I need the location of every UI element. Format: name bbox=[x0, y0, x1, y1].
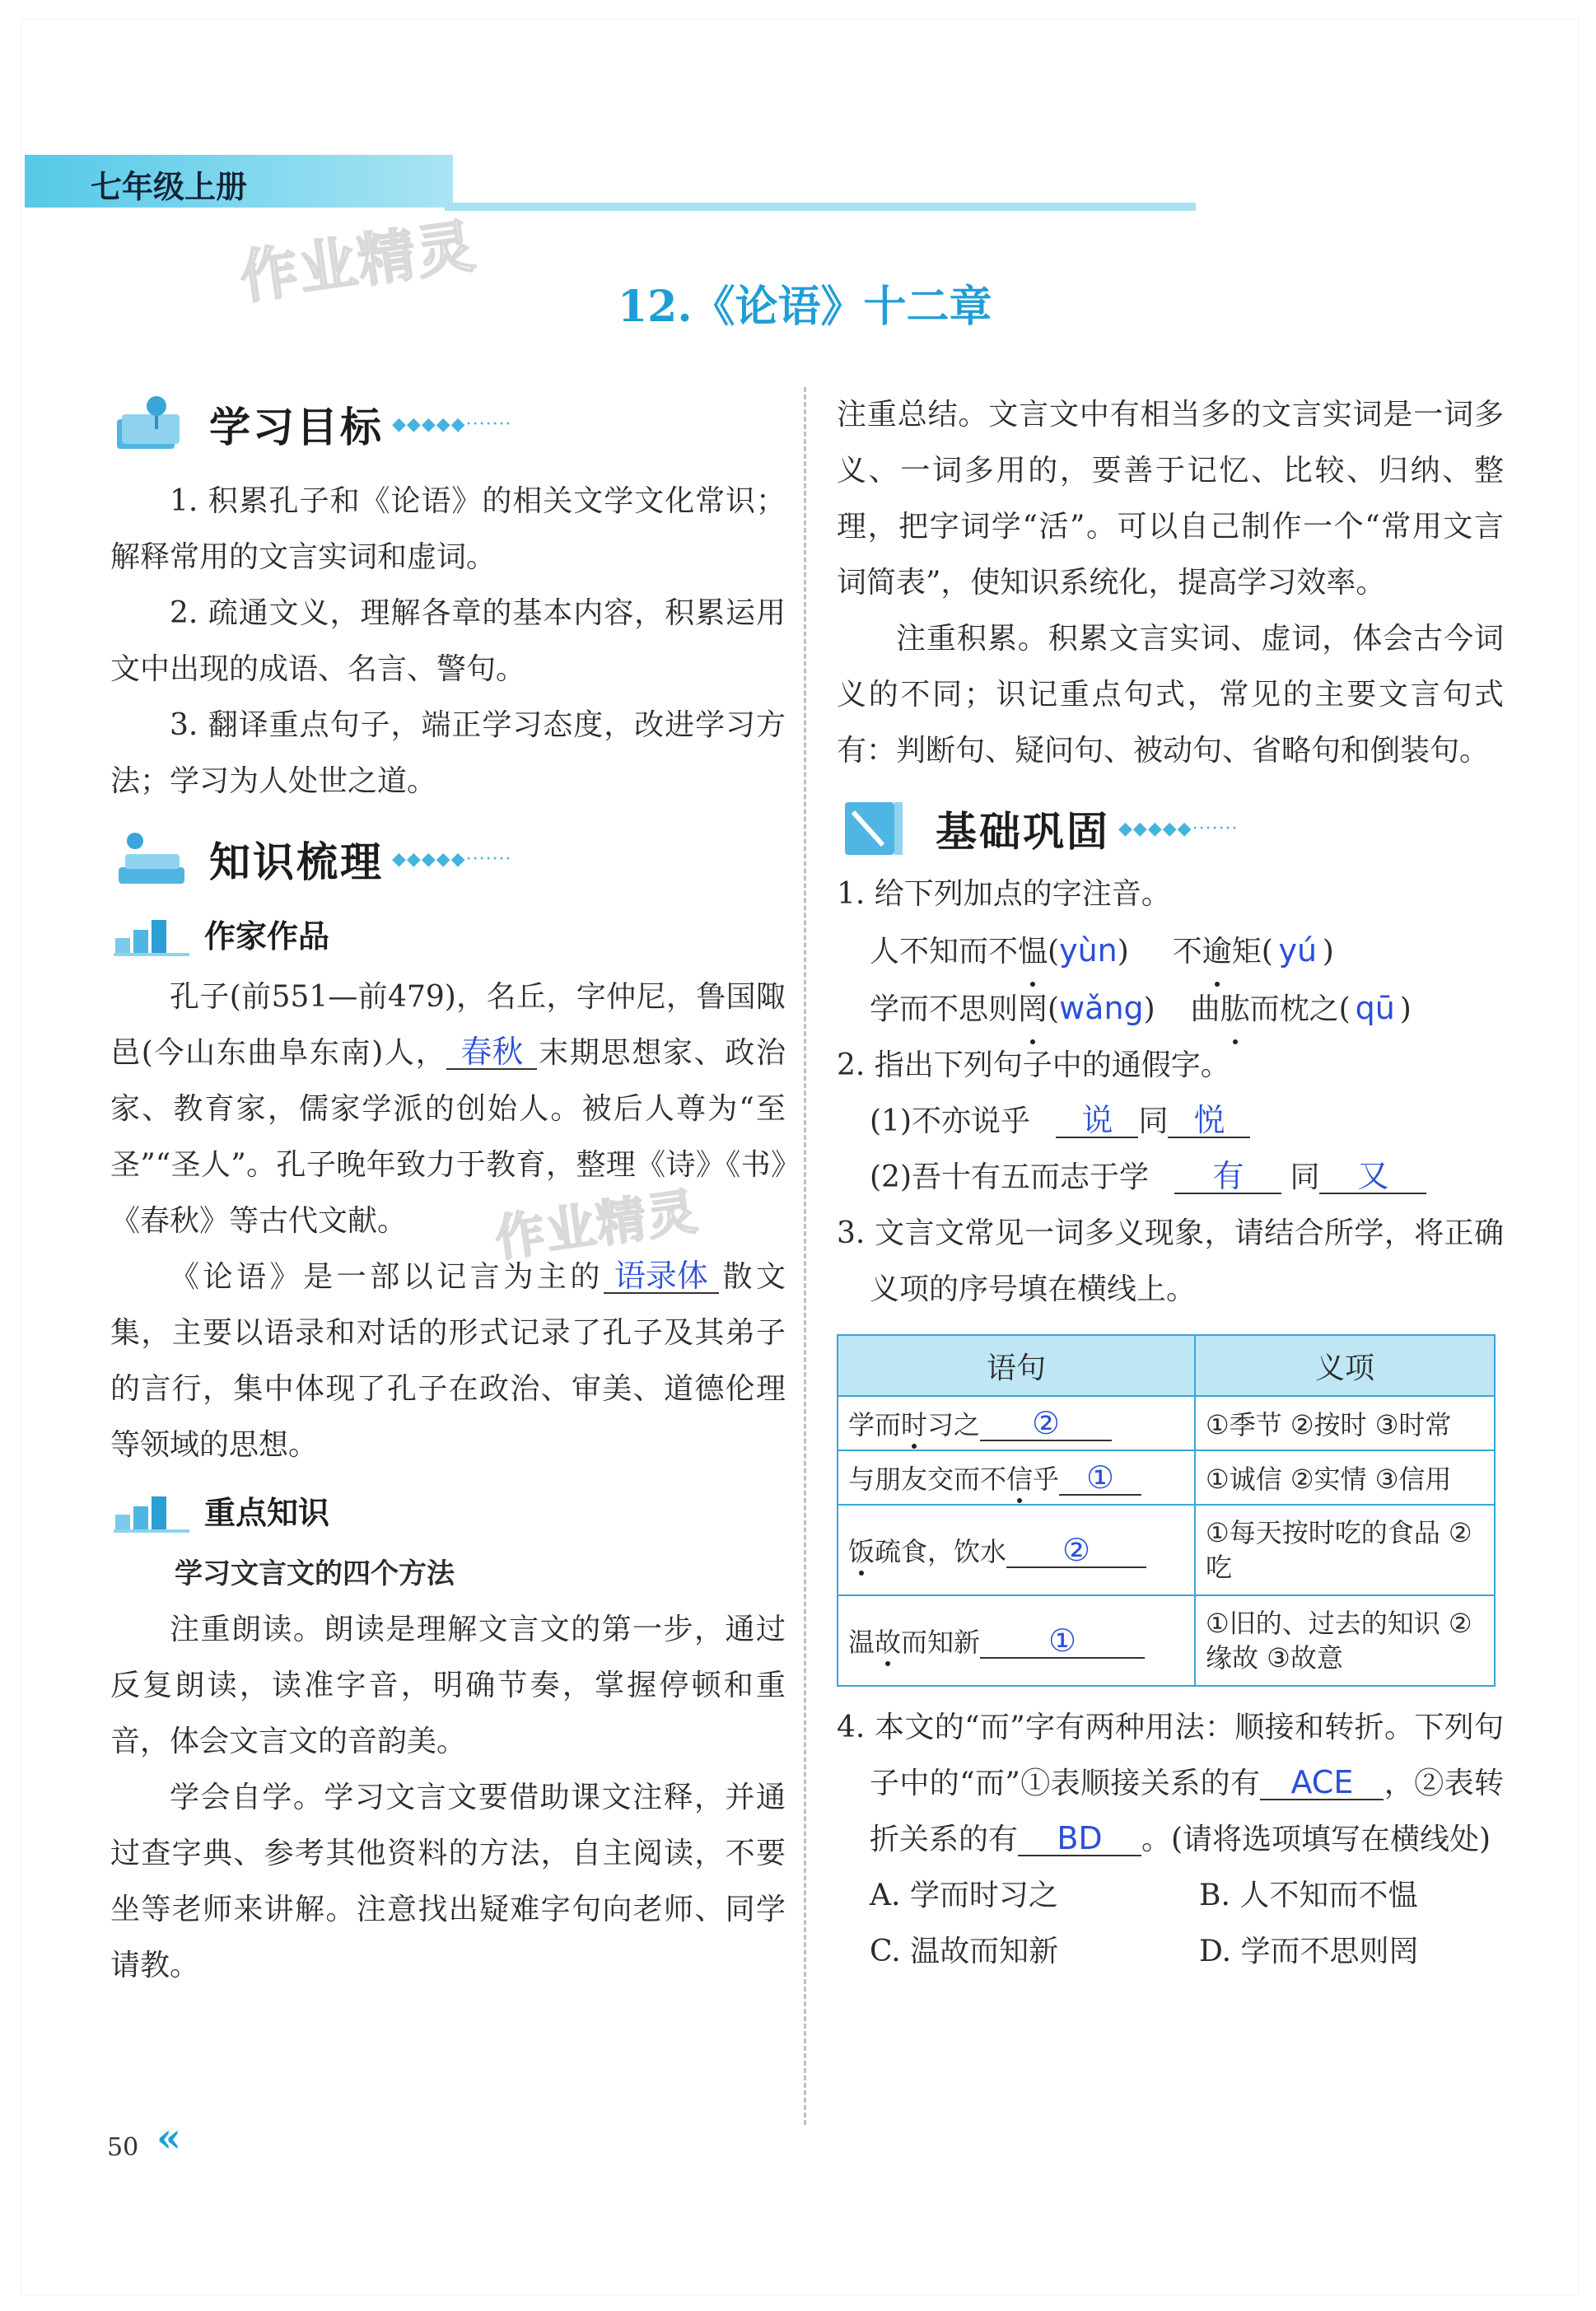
q4-text: 4. 本文的“而”字有两种用法：顺接和转折。下列句子中的“而”①表顺接关系的有 bbox=[837, 1711, 1504, 1800]
author-title: 作家作品 bbox=[204, 917, 330, 955]
q3-meaning: ①季节 ②按时 ③时常 bbox=[1195, 1396, 1495, 1450]
tongjia-answer[interactable]: 悦 bbox=[1168, 1104, 1250, 1138]
q2-text: 同 bbox=[1290, 1160, 1320, 1194]
analects-text: 《论语》是一部以记言为主的 bbox=[170, 1260, 604, 1294]
page-title: 12.《论语》十二章 bbox=[618, 282, 992, 332]
author-text: 末期思想家、政治家、教育家，儒家学派的创始人。被后人尊为“至圣”“圣人”。孔子晚年致力于教育，整理《诗》《书》《春秋》等古代文献。 bbox=[110, 1036, 786, 1238]
table-row bbox=[838, 1450, 1495, 1505]
q3-text: 温 bbox=[848, 1627, 875, 1658]
goal-item: 3. 翻译重点句子，端正学习态度，改进学习方法；学习为人处世之道。 bbox=[110, 708, 786, 798]
method-paragraph-cont: 注重总结。文言文中有相当多的文言实词是一词多义、一词多用的，要善于记忆、比较、归纳、整理，把字词学“活”。可以自己制作一个“常用文言词简表”，使知识系统化，提高学习效率。 bbox=[837, 398, 1504, 600]
dotted-char: 时 bbox=[901, 1404, 927, 1442]
decor-dots: ◆◆◆◆◆······· bbox=[1118, 818, 1239, 839]
q2-row bbox=[837, 1094, 1504, 1150]
basics-header bbox=[837, 796, 1504, 861]
watermark-mid: 作业精灵 bbox=[492, 1183, 702, 1268]
q1-text: 而枕之( bbox=[1249, 992, 1351, 1026]
grade-label: 七年级上册 bbox=[91, 169, 248, 205]
q2-text: 同 bbox=[1138, 1104, 1169, 1138]
option-b: B. 人不知而不愠 bbox=[1199, 1879, 1418, 1912]
q4-prompt bbox=[837, 1700, 1504, 1868]
page-number: 50 bbox=[107, 2133, 139, 2162]
bar-stairs-icon bbox=[110, 908, 193, 958]
q1-text: ) bbox=[1322, 935, 1334, 969]
q2-label: (1)不亦说乎 bbox=[870, 1104, 1030, 1138]
table-row bbox=[838, 1396, 1495, 1450]
method-paragraph: 注重积累。积累文言实词、虚词，体会古今词义的不同；识记重点句式，常见的主要文言句式有：判断句、疑问句、被动句、省略句和倒装句。 bbox=[837, 622, 1504, 768]
goal-item: 2. 疏通文义，理解各章的基本内容，积累运用文中出现的成语、名言、警句。 bbox=[110, 596, 786, 686]
q3-sentence bbox=[838, 1595, 1195, 1686]
notebook-icon bbox=[837, 796, 927, 861]
goal-item: 1. 积累孔子和《论语》的相关文学文化常识；解释常用的文言实词和虚词。 bbox=[110, 484, 786, 574]
q3-answer[interactable]: ① bbox=[980, 1624, 1145, 1659]
option-c: C. 温故而知新 bbox=[870, 1935, 1059, 1968]
dotted-char: 故 bbox=[875, 1622, 901, 1660]
analects-text: 散文集，主要以语录和对话的形式记录了孔子及其弟子的言行，集中体现了孔子在政治、审美、道德伦理等领域的思想。 bbox=[110, 1260, 786, 1462]
q3-text: 习之 bbox=[927, 1409, 981, 1440]
stacked-books-icon bbox=[110, 826, 201, 892]
q2-prompt: 2. 指出下列句子中的通假字。 bbox=[837, 1048, 1230, 1082]
bar-stairs-icon bbox=[110, 1485, 193, 1534]
author-text: 孔子(前551—前479)，名丘，字仲尼，鲁国陬邑(今山东曲阜东南)人， bbox=[110, 980, 786, 1070]
methods-title: 学习文言文的四个方法 bbox=[175, 1557, 455, 1590]
q4-answer-shunjie[interactable]: ACE bbox=[1260, 1766, 1384, 1800]
q4-answer-zhuanzhe[interactable]: BD bbox=[1018, 1822, 1141, 1856]
q2-row bbox=[837, 1150, 1504, 1206]
key-title: 重点知识 bbox=[204, 1494, 330, 1531]
q1-text: ( bbox=[1048, 935, 1060, 969]
tongjia-answer[interactable]: 有 bbox=[1174, 1160, 1281, 1194]
pinyin-answer[interactable]: qū bbox=[1355, 990, 1395, 1026]
dotted-char: 信 bbox=[1006, 1459, 1033, 1496]
q3-text: 疏食，饮水 bbox=[875, 1536, 1007, 1567]
table-row bbox=[838, 1595, 1495, 1686]
q1-text: 矩( bbox=[1231, 935, 1273, 969]
q3-col-meaning: 义项 bbox=[1195, 1335, 1495, 1396]
q2-label: (2)吾十有五而志于学 bbox=[870, 1160, 1149, 1194]
dotted-char: 饭 bbox=[848, 1531, 875, 1569]
q3-prompt: 3. 文言文常见一词多义现象，请结合所学，将正确义项的序号填在横线上。 bbox=[837, 1216, 1504, 1306]
decor-dots: ◆◆◆◆◆······· bbox=[392, 848, 512, 870]
q1-text: ) bbox=[1143, 992, 1155, 1026]
q1-text: ) bbox=[1117, 935, 1129, 969]
q1-text: 学而不思则 bbox=[870, 992, 1019, 1026]
q3-answer[interactable]: ② bbox=[980, 1407, 1112, 1441]
q3-text: 与朋友交而不 bbox=[848, 1464, 1007, 1495]
q3-col-sentence: 语句 bbox=[838, 1335, 1195, 1396]
q3-sentence bbox=[838, 1396, 1195, 1450]
pinyin-answer[interactable]: wǎng bbox=[1059, 990, 1144, 1026]
method-paragraph: 学会自学。学习文言文要借助课文注释，并通过查字典、参考其他资料的方法，自主阅读，不要坐等老师来讲解。注意找出疑难字句向老师、同学请教。 bbox=[110, 1781, 786, 1982]
q4-text: ，②表转折关系的有 bbox=[870, 1767, 1504, 1856]
study-goals-title: 学习目标 bbox=[209, 404, 384, 451]
banner-rule bbox=[445, 203, 1196, 211]
answer-blank-dynasty[interactable]: 春秋 bbox=[446, 1035, 537, 1070]
q1-text: 不 bbox=[1172, 935, 1202, 969]
dotted-char: 愠 bbox=[1018, 924, 1048, 980]
q4-text: 。(请将选项填写在横线处) bbox=[1141, 1823, 1491, 1856]
q3-meaning: ①每天按时吃的食品 ②吃 bbox=[1195, 1505, 1495, 1595]
dotted-char: 罔 bbox=[1018, 982, 1048, 1038]
q3-text: 学而 bbox=[848, 1409, 902, 1440]
book-plant-icon bbox=[110, 391, 201, 457]
q1-text: ) bbox=[1399, 992, 1412, 1026]
option-a: A. 学而时习之 bbox=[870, 1879, 1058, 1912]
q1-text: 曲 bbox=[1190, 992, 1220, 1026]
q1-row bbox=[837, 922, 1504, 980]
watermark-top: 作业精灵 bbox=[236, 212, 481, 312]
q1-prompt: 1. 给下列加点的字注音。 bbox=[837, 877, 1171, 911]
column-divider bbox=[804, 387, 806, 2125]
dotted-char: 逾 bbox=[1202, 924, 1232, 980]
knowledge-header bbox=[110, 826, 786, 892]
study-goals-header bbox=[110, 391, 786, 457]
knowledge-title: 知识梳理 bbox=[209, 838, 384, 886]
q1-row bbox=[837, 980, 1504, 1038]
pinyin-answer[interactable]: yùn bbox=[1059, 932, 1118, 969]
answer-blank-genre[interactable]: 语录体 bbox=[604, 1259, 719, 1294]
q3-text: 乎 bbox=[1033, 1464, 1060, 1495]
q3-sentence bbox=[838, 1505, 1195, 1595]
q3-meaning: ①诚信 ②实情 ③信用 bbox=[1195, 1450, 1495, 1505]
q3-sentence bbox=[838, 1450, 1195, 1505]
basics-title: 基础巩固 bbox=[936, 808, 1110, 856]
q1-text: ( bbox=[1048, 992, 1060, 1026]
dotted-char: 肱 bbox=[1220, 982, 1250, 1038]
pinyin-answer[interactable]: yú bbox=[1278, 932, 1318, 969]
chevron-left-icon: « bbox=[156, 2115, 181, 2161]
q3-answer[interactable]: ② bbox=[1006, 1534, 1146, 1568]
key-subheader bbox=[110, 1485, 786, 1534]
q3-answer[interactable]: ① bbox=[1059, 1461, 1141, 1496]
q3-text: 而知新 bbox=[901, 1627, 981, 1658]
analects-paragraph bbox=[110, 1249, 786, 1473]
table-row bbox=[838, 1505, 1495, 1595]
q3-meaning: ①旧的、过去的知识 ②缘故 ③故意 bbox=[1195, 1595, 1495, 1686]
tongjia-answer[interactable]: 说 bbox=[1056, 1104, 1138, 1138]
q1-text: 人不知而不 bbox=[870, 935, 1019, 969]
option-d: D. 学而不思则罔 bbox=[1199, 1935, 1419, 1968]
tongjia-answer[interactable]: 又 bbox=[1319, 1160, 1426, 1194]
method-paragraph: 注重朗读。朗读是理解文言文的第一步，通过反复朗读，读准字音，明确节奏，掌握停顿和重音，体会文言文的音韵美。 bbox=[110, 1613, 786, 1758]
q3-table bbox=[837, 1334, 1496, 1687]
q4-options bbox=[837, 1868, 1504, 1980]
decor-dots: ◆◆◆◆◆······· bbox=[392, 413, 512, 435]
author-subheader bbox=[110, 908, 786, 958]
